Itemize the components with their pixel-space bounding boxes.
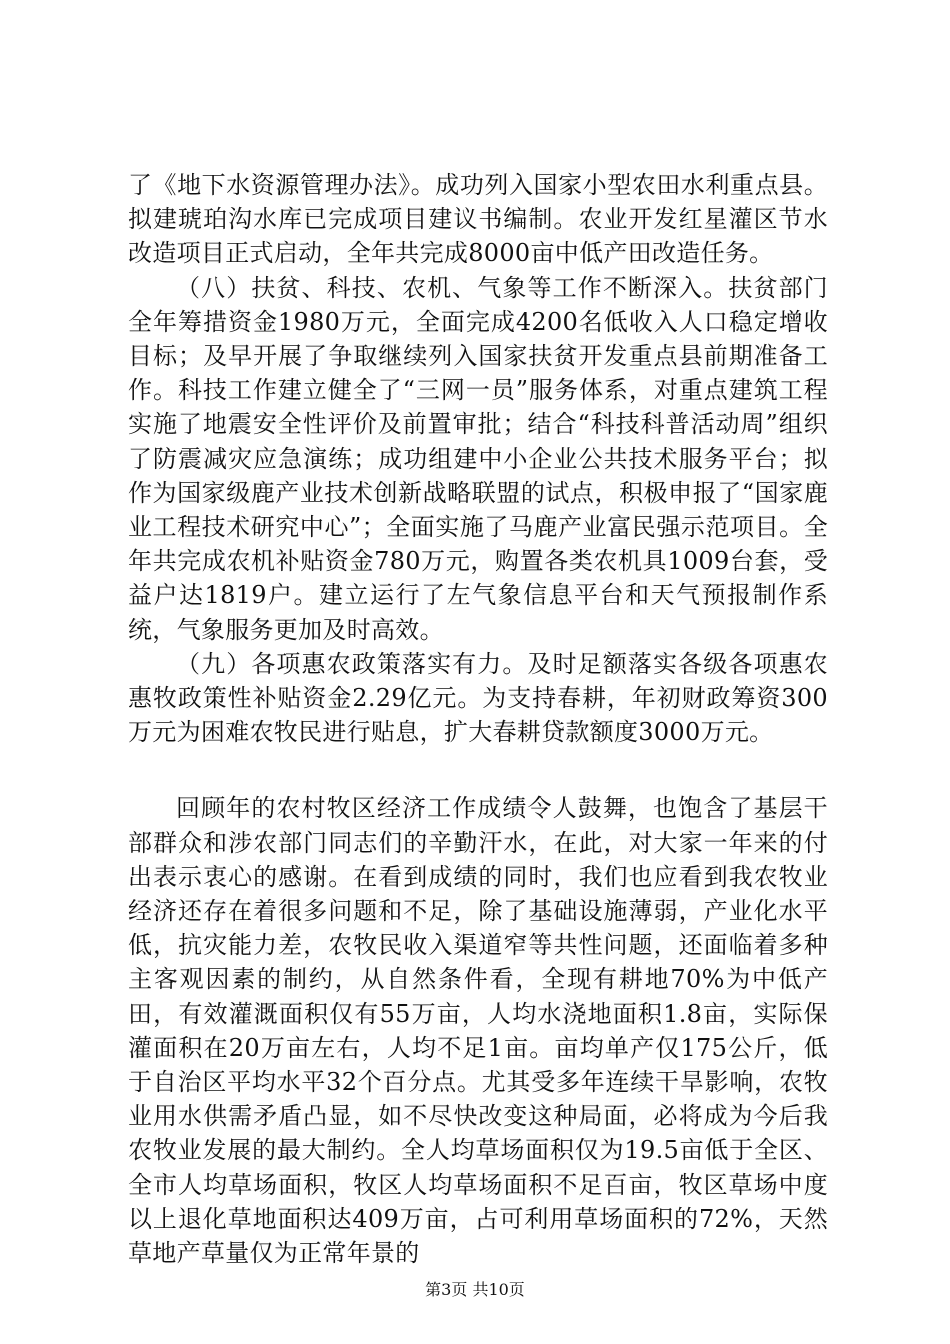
paragraph-review: 回顾年的农村牧区经济工作成绩令人鼓舞，也饱含了基层干部群众和涉农部门同志们的辛勤汗水，在此，对大家一年来的付出表示衷心的感谢。在看到成绩的同时，我们也应看到我农牧业经济还存在着很多问题和不足，除了基础设施薄弱，产业化水平低，抗灾能力差，农牧民收入渠道窄等共性问题，还面临着多种主客观因素的制约，从自然条件看，全现有耕地70%为中低产田，有效灌溉面积仅有55万亩，人均水浇地面积1.8亩，实际保灌面积在20万亩左右，人均不足1亩。亩均单产仅175公斤，低于自治区平均水平32个百分点。尤其受多年连续干旱影响，农牧业用水供需矛盾凸显，如不尽快改变这种局面，必将成为今后我农牧业发展的最大制约。全人均草场面积仅为19.5亩低于全区、全市人均草场面积，牧区人均草场面积不足百亩，牧区草场中度以上退化草地面积达409万亩，占可利用草场面积的72%，天然草地产草量仅为正常年景的 — [128, 794, 828, 1268]
paragraph-section-eight: （八）扶贫、科技、农机、气象等工作不断深入。扶贫部门全年筹措资金1980万元，全面完成4200名低收入人口稳定增收目标；及早开展了争取继续列入国家扶贫开发重点县前期准备工作。科技工作建立健全了“三网一员”服务体系，对重点建筑工程实施了地震安全性评价及前置审批；结合“科技科普活动周”组织了防震减灾应急演练；成功组建中小企业公共技术服务平台；拟作为国家级鹿产业技术创新战略联盟的试点，积极申报了“国家鹿业工程技术研究中心”；全面实施了马鹿产业富民强示范项目。全年共完成农机补贴资金780万元，购置各类农机具1009台套，受益户达1819户。建立运行了左气象信息平台和天气预报制作系统，气象服务更加及时高效。 — [128, 273, 828, 644]
paragraph-water-resources: 了《地下水资源管理办法》。成功列入国家小型农田水利重点县。拟建琥珀沟水库已完成项目建议书编制。农业开发红星灌区节水改造项目正式启动，全年共完成8000亩中低产田改造任务。 — [128, 171, 828, 268]
paragraph-section-nine: （九）各项惠农政策落实有力。及时足额落实各级各项惠农惠牧政策性补贴资金2.29亿元。为支持春耕，年初财政筹资300万元为困难农牧民进行贴息，扩大春耕贷款额度3000万元。 — [128, 649, 828, 747]
document-body — [128, 168, 828, 1270]
paragraph-gap — [128, 749, 828, 791]
page-footer: 第3页 共10页 — [425, 1280, 525, 1299]
